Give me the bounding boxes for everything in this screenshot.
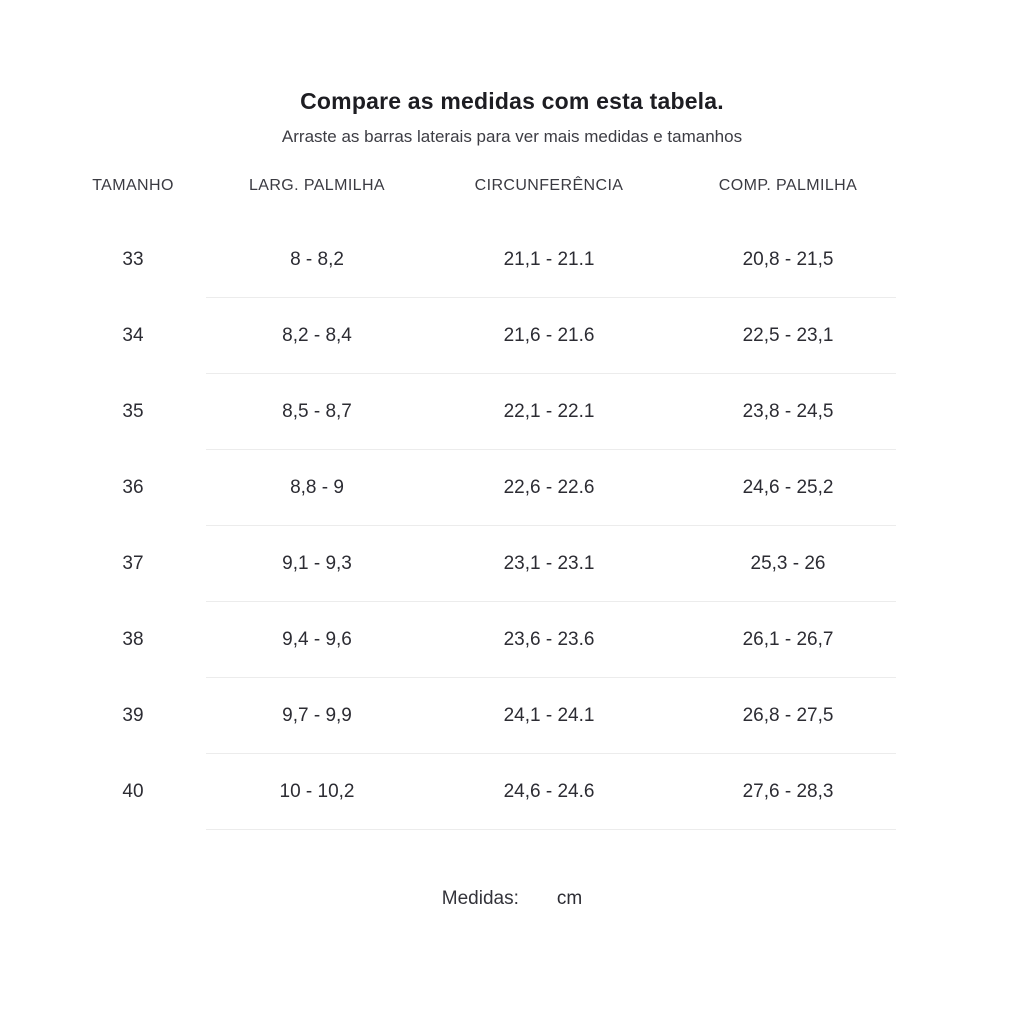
measurement-value: 24,1 - 24.1 bbox=[503, 705, 595, 726]
size-value: 33 bbox=[122, 249, 144, 270]
measurement-value: 23,8 - 24,5 bbox=[742, 401, 834, 422]
table-row bbox=[60, 754, 906, 830]
measurement-value: 22,5 - 23,1 bbox=[742, 325, 834, 346]
header-circumference: CIRCUNFERÊNCIA bbox=[474, 177, 624, 194]
table-row bbox=[60, 678, 906, 754]
measurement-value: 23,1 - 23.1 bbox=[503, 553, 595, 574]
measurement-value: 27,6 - 28,3 bbox=[742, 781, 834, 802]
measurement-value: 8,5 - 8,7 bbox=[282, 401, 352, 422]
measurement-value: 24,6 - 24.6 bbox=[503, 781, 595, 802]
measurement-value: 9,1 - 9,3 bbox=[282, 553, 352, 574]
size-value: 39 bbox=[122, 705, 144, 726]
measurement-value: 21,1 - 21.1 bbox=[503, 249, 595, 270]
table-row bbox=[60, 374, 906, 450]
measurements-footer bbox=[0, 888, 1024, 910]
measurement-value: 10 - 10,2 bbox=[279, 781, 355, 802]
size-value: 38 bbox=[122, 629, 144, 650]
measurement-value: 24,6 - 25,2 bbox=[742, 477, 834, 498]
table-row bbox=[60, 602, 906, 678]
measurement-value: 8 - 8,2 bbox=[290, 249, 344, 270]
table-row bbox=[60, 298, 906, 374]
measurement-value: 25,3 - 26 bbox=[750, 553, 826, 574]
size-table[interactable] bbox=[60, 175, 906, 830]
measurement-value: 26,1 - 26,7 bbox=[742, 629, 834, 650]
measurement-value: 21,6 - 21.6 bbox=[503, 325, 595, 346]
size-value: 40 bbox=[122, 781, 144, 802]
measurement-value: 26,8 - 27,5 bbox=[742, 705, 834, 726]
measurement-value: 22,1 - 22.1 bbox=[503, 401, 595, 422]
measurements-label: Medidas: bbox=[441, 888, 519, 909]
measurement-value: 23,6 - 23.6 bbox=[503, 629, 595, 650]
measurement-value: 9,7 - 9,9 bbox=[282, 705, 352, 726]
unit-toggle[interactable]: cm bbox=[556, 888, 583, 909]
size-table-header-row bbox=[60, 175, 906, 197]
header-insole-width: LARG. PALMILHA bbox=[248, 177, 385, 194]
measurement-value: 8,8 - 9 bbox=[290, 477, 344, 498]
size-value: 35 bbox=[122, 401, 144, 422]
measurement-value: 9,4 - 9,6 bbox=[282, 629, 352, 650]
size-value: 36 bbox=[122, 477, 144, 498]
size-value: 34 bbox=[122, 325, 144, 346]
measurement-value: 22,6 - 22.6 bbox=[503, 477, 595, 498]
size-table-body[interactable] bbox=[60, 222, 906, 830]
page-title: Compare as medidas com esta tabela. bbox=[300, 88, 724, 114]
measurement-value: 20,8 - 21,5 bbox=[742, 249, 834, 270]
measurement-value: 8,2 - 8,4 bbox=[282, 325, 352, 346]
header-size: TAMANHO bbox=[92, 177, 174, 194]
header-insole-length: COMP. PALMILHA bbox=[718, 177, 858, 194]
size-value: 37 bbox=[122, 553, 144, 574]
table-row bbox=[60, 222, 906, 298]
table-row bbox=[60, 526, 906, 602]
page-subtitle: Arraste as barras laterais para ver mais medidas e tamanhos bbox=[281, 127, 743, 146]
table-row bbox=[60, 450, 906, 526]
